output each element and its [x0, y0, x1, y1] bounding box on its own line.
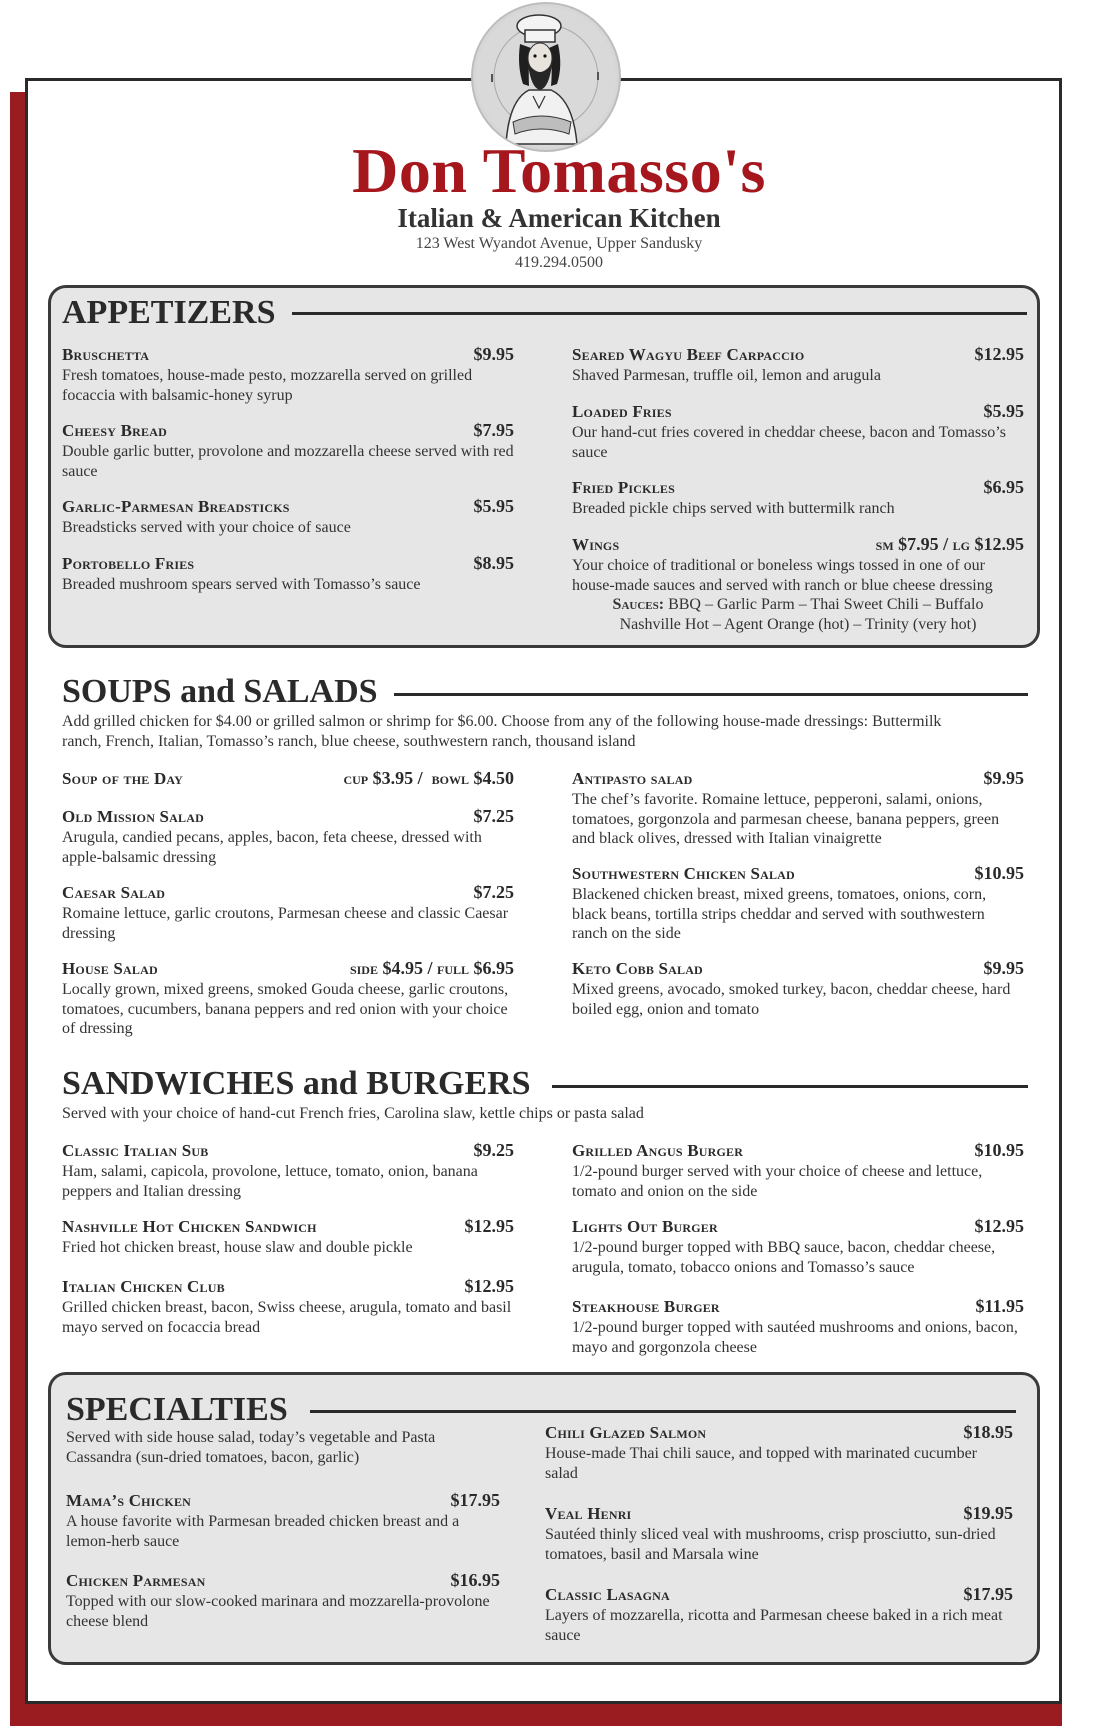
item-price: $6.95: [983, 477, 1024, 497]
item-price: $7.95: [473, 420, 514, 440]
item-price: side $4.95 / full $6.95: [349, 958, 514, 978]
size-label: sm: [875, 535, 894, 554]
sauces-label: Sauces:: [612, 596, 665, 613]
item-price: sm $7.95 / lg $12.95: [875, 534, 1024, 554]
menu-item: [62, 806, 514, 867]
menu-item: [62, 1140, 514, 1201]
item-description: Arugula, candied pecans, apples, bacon, feta cheese, dressed with apple-balsamic dressing: [62, 829, 482, 866]
item-price: $9.95: [473, 344, 514, 364]
menu-item: [62, 420, 514, 481]
item-price: $5.95: [473, 496, 514, 516]
sauces-line-2: Nashville Hot – Agent Orange (hot) – Trinity (very hot): [619, 615, 977, 633]
menu-item: [66, 1490, 500, 1551]
menu-item: [62, 1216, 514, 1258]
appetizers-title: APPETIZERS: [62, 294, 276, 331]
item-description: Our hand-cut fries covered in cheddar cheese, bacon and Tomasso’s sauce: [572, 424, 1006, 461]
item-name: Soup of the Day: [62, 769, 184, 788]
chef-logo: [471, 2, 621, 152]
specialties-title: SPECIALTIES: [66, 1391, 288, 1428]
price-value: $6.95: [473, 958, 514, 978]
menu-item: [572, 1140, 1024, 1201]
item-price: $7.25: [473, 806, 514, 826]
menu-item: [545, 1584, 1013, 1645]
item-name: Classic Lasagna: [545, 1585, 670, 1604]
item-description: Layers of mozzarella, ricotta and Parmesan cheese baked in a rich meat sauce: [545, 1607, 1003, 1644]
sandwiches-title: SANDWICHES and BURGERS: [62, 1065, 531, 1102]
sandwiches-rule: [552, 1085, 1028, 1088]
size-label: bowl: [431, 769, 469, 788]
price-value: $7.95: [898, 534, 939, 554]
item-name: Lights Out Burger: [572, 1217, 718, 1236]
item-price: $9.25: [473, 1140, 514, 1160]
item-price: $10.95: [974, 1140, 1024, 1160]
item-description: Blackened chicken breast, mixed greens, tomatoes, onions, corn, black beans, tortilla strips cheddar and served with southwestern ranch on the side: [572, 886, 987, 942]
price-value: $3.95: [372, 768, 414, 788]
item-name: Bruschetta: [62, 345, 150, 364]
item-price: $16.95: [450, 1570, 500, 1590]
item-name: Seared Wagyu Beef Carpaccio: [572, 345, 805, 364]
menu-item: [545, 1503, 1013, 1564]
item-name: Italian Chicken Club: [62, 1277, 225, 1296]
menu-item: [572, 958, 1024, 1019]
item-name: Wings: [572, 535, 620, 554]
price-value: $12.95: [974, 534, 1024, 554]
item-price: $8.95: [473, 553, 514, 573]
size-label: full: [436, 959, 469, 978]
appetizers-rule: [292, 312, 1027, 315]
soups-rule: [394, 693, 1028, 696]
item-name: Antipasto salad: [572, 769, 693, 788]
item-description: Breadsticks served with your choice of sauce: [62, 519, 351, 536]
item-name: Old Mission Salad: [62, 807, 204, 826]
item-price: $11.95: [975, 1296, 1024, 1316]
item-description: Breaded pickle chips served with buttermilk ranch: [572, 500, 895, 517]
item-name: Garlic-Parmesan Breadsticks: [62, 497, 290, 516]
item-name: Keto Cobb Salad: [572, 959, 703, 978]
item-description: Locally grown, mixed greens, smoked Gouda cheese, garlic croutons, tomatoes, cucumbers, banana peppers and red onion with your choice of dressing: [62, 981, 509, 1037]
menu-item: [62, 553, 514, 595]
restaurant-name: Don Tomasso's: [352, 135, 766, 206]
item-description: Your choice of traditional or boneless wings tossed in one of our house-made sauces and served with ranch or blue cheese dressing: [572, 557, 993, 594]
menu-item: [62, 1276, 514, 1337]
price-value: $4.95: [382, 958, 423, 978]
menu-item-house-salad: [62, 958, 514, 1039]
item-name: Portobello Fries: [62, 554, 195, 573]
item-name: Chili Glazed Salmon: [545, 1423, 707, 1442]
item-price: $12.95: [464, 1276, 514, 1296]
menu-item: [572, 344, 1024, 386]
item-name: Caesar Salad: [62, 883, 166, 902]
item-name: House Salad: [62, 959, 158, 978]
item-description: Ham, salami, capicola, provolone, lettuce, tomato, onion, banana peppers and Italian dressing: [62, 1163, 478, 1200]
restaurant-address: 123 West Wyandot Avenue, Upper Sandusky: [415, 235, 703, 252]
menu-item: [572, 1216, 1024, 1277]
menu-item: [572, 1296, 1024, 1357]
restaurant-phone: 419.294.0500: [515, 254, 603, 271]
menu-item-wings: [572, 534, 1024, 634]
price-value: $4.50: [473, 768, 514, 788]
item-name: Chicken Parmesan: [66, 1571, 206, 1590]
item-name: Steakhouse Burger: [572, 1297, 720, 1316]
item-name: Mama’s Chicken: [66, 1491, 192, 1510]
chef-illustration-icon: [473, 4, 619, 150]
item-price: $12.95: [974, 1216, 1024, 1236]
item-name: Classic Italian Sub: [62, 1141, 209, 1160]
item-name: Grilled Angus Burger: [572, 1141, 744, 1160]
item-description: Fried hot chicken breast, house slaw and double pickle: [62, 1239, 413, 1256]
item-name: Loaded Fries: [572, 402, 672, 421]
menu-item: [572, 477, 1024, 519]
restaurant-subtitle: Italian & American Kitchen: [397, 203, 721, 233]
item-description: Double garlic butter, provolone and mozzarella cheese served with red sauce: [62, 443, 514, 480]
item-description: 1/2-pound burger topped with BBQ sauce, bacon, cheddar cheese, arugula, tomato, tobacco onions and Tomasso’s sauce: [572, 1239, 996, 1276]
item-description: A house favorite with Parmesan breaded chicken breast and a lemon-herb sauce: [66, 1513, 460, 1550]
item-name: Nashville Hot Chicken Sandwich: [62, 1217, 317, 1236]
menu-item: [62, 496, 514, 538]
item-description: Topped with our slow-cooked marinara and mozzarella-provolone cheese blend: [66, 1593, 490, 1630]
size-label: side: [349, 959, 378, 978]
menu-item: [62, 344, 514, 405]
menu-item: [572, 401, 1024, 462]
specialties-intro: Served with side house salad, today’s vegetable and Pasta Cassandra (sun-dried tomatoes, bacon, garlic): [66, 1429, 436, 1466]
menu-item: [572, 768, 1024, 849]
item-description: Shaved Parmesan, truffle oil, lemon and arugula: [572, 367, 881, 384]
item-name: Veal Henri: [545, 1504, 632, 1523]
size-label: cup: [343, 769, 369, 788]
item-name: Southwestern Chicken Salad: [572, 864, 795, 883]
item-price: $19.95: [963, 1503, 1013, 1523]
item-description: Breaded mushroom spears served with Tomasso’s sauce: [62, 576, 421, 593]
item-price: $9.95: [983, 768, 1024, 788]
item-price: $12.95: [464, 1216, 514, 1236]
item-price: $17.95: [450, 1490, 500, 1510]
item-price: $9.95: [983, 958, 1024, 978]
item-description: The chef’s favorite. Romaine lettuce, pepperoni, salami, onions, tomatoes, gorgonzola and parmesan cheese, banana peppers, green and black olives, dressed with Italian vinaigrette: [572, 791, 1000, 847]
menu-item: [62, 882, 514, 943]
item-price: $7.25: [473, 882, 514, 902]
item-description: 1/2-pound burger served with your choice of cheese and lettuce, tomato and onion on the side: [572, 1163, 983, 1200]
sauces-list: [572, 595, 1024, 634]
item-description: Sautéed thinly sliced veal with mushrooms, crisp prosciutto, sun-dried tomatoes, basil and Marsala wine: [545, 1526, 996, 1563]
soups-intro: Add grilled chicken for $4.00 or grilled salmon or shrimp for $6.00. Choose from any of the following house-made dressings: Buttermilk ranch, French, Italian, Tomasso’s ranch, blue cheese, southwestern ranch, thousand island: [62, 713, 942, 750]
item-description: Fresh tomatoes, house-made pesto, mozzarella served on grilled focaccia with balsamic-honey syrup: [62, 367, 473, 404]
item-price: $5.95: [983, 401, 1024, 421]
item-price: $18.95: [963, 1422, 1013, 1442]
specialties-rule: [310, 1410, 1016, 1413]
item-description: Grilled chicken breast, bacon, Swiss cheese, arugula, tomato and basil mayo served on focaccia bread: [62, 1299, 512, 1336]
item-price: cup $3.95 / bowl $4.50: [343, 768, 514, 788]
menu-item: [66, 1570, 500, 1631]
sauces-line-1: BBQ – Garlic Parm – Thai Sweet Chili – Buffalo: [668, 596, 984, 613]
menu-item-soup: [62, 768, 514, 790]
item-description: House-made Thai chili sauce, and topped with marinated cucumber salad: [545, 1445, 977, 1482]
item-description: 1/2-pound burger topped with sautéed mushrooms and onions, bacon, mayo and gorgonzola cheese: [572, 1319, 1018, 1356]
item-description: Romaine lettuce, garlic croutons, Parmesan cheese and classic Caesar dressing: [62, 905, 509, 942]
item-price: $17.95: [963, 1584, 1013, 1604]
size-label: lg: [952, 535, 970, 554]
item-name: Fried Pickles: [572, 478, 675, 497]
soups-title: SOUPS and SALADS: [62, 673, 378, 710]
item-description: Mixed greens, avocado, smoked turkey, bacon, cheddar cheese, hard boiled egg, onion and tomato: [572, 981, 1011, 1018]
menu-item: [572, 863, 1024, 944]
sandwiches-intro: Served with your choice of hand-cut French fries, Carolina slaw, kettle chips or pasta salad: [62, 1105, 644, 1122]
menu-item: [545, 1422, 1013, 1483]
item-price: $10.95: [974, 863, 1024, 883]
item-price: $12.95: [974, 344, 1024, 364]
item-name: Cheesy Bread: [62, 421, 167, 440]
